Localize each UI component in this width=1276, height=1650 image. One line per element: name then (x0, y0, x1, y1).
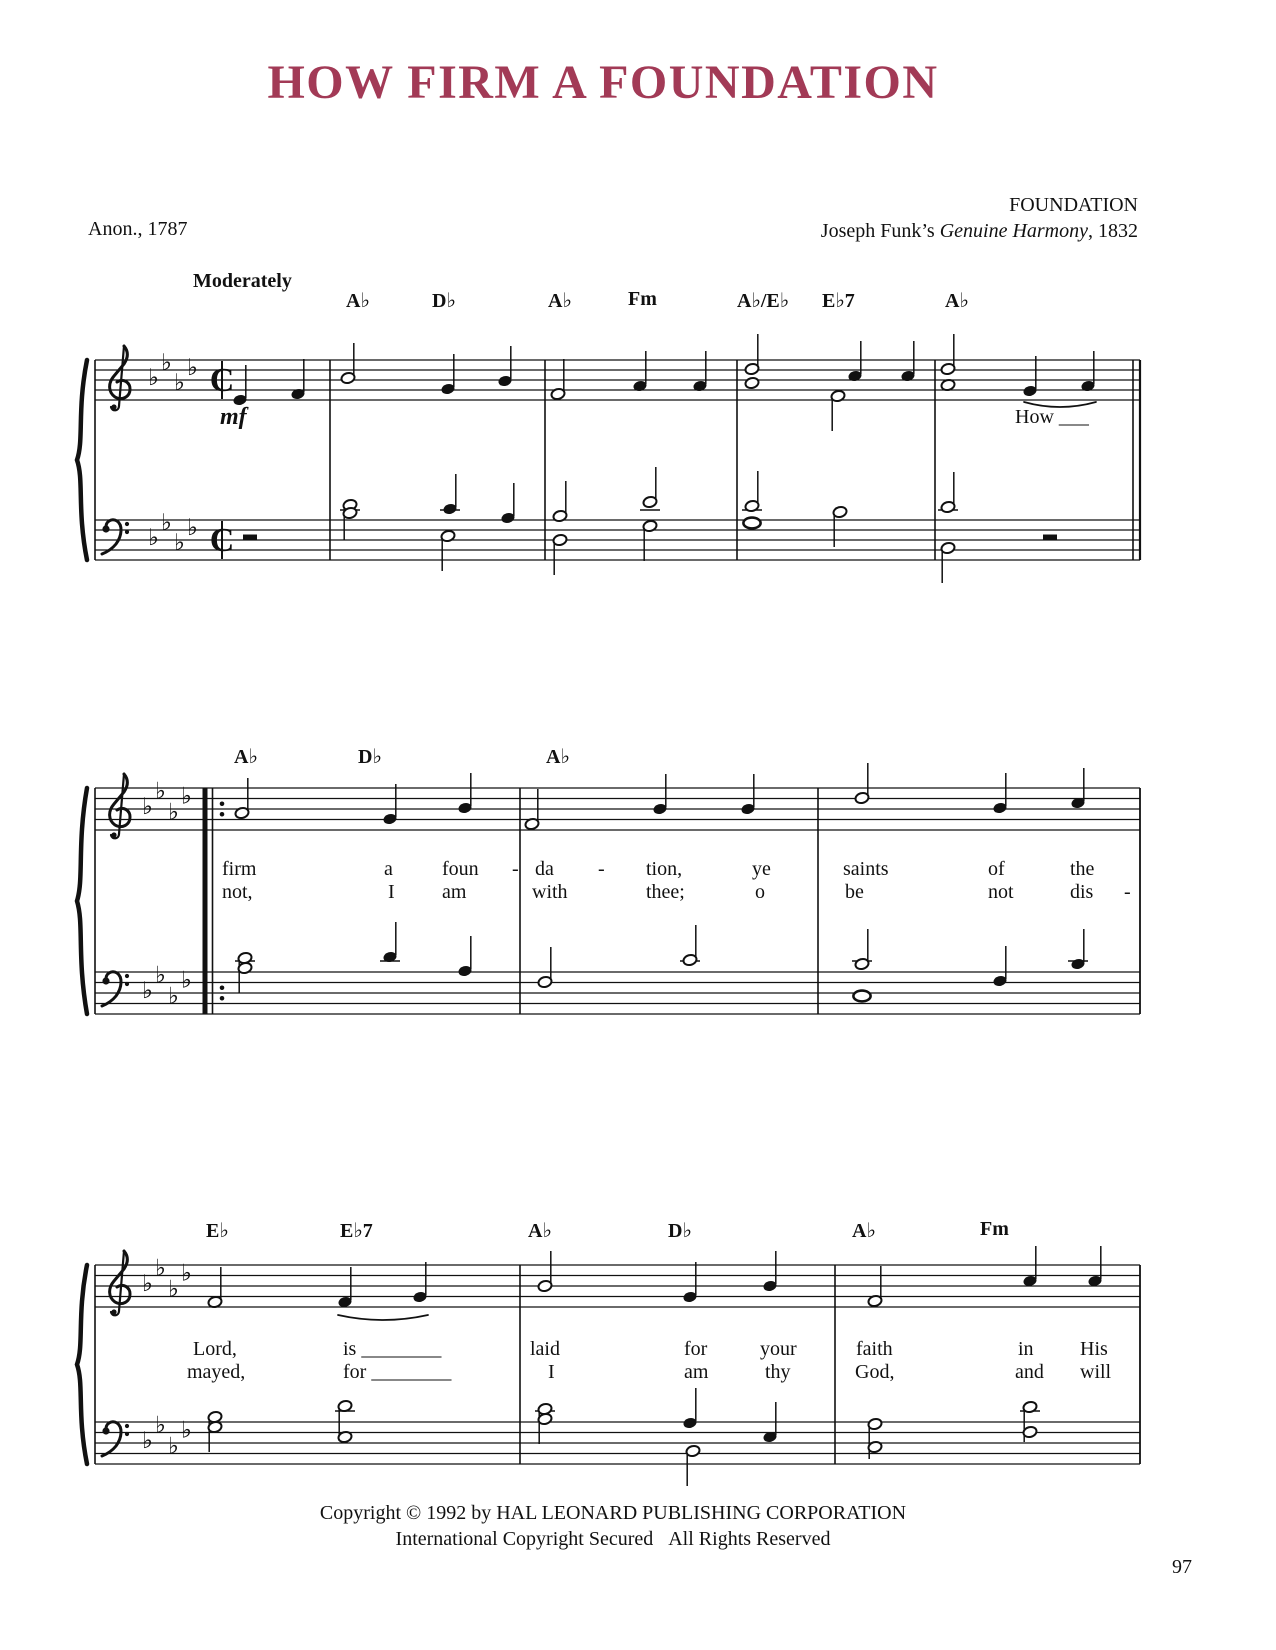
svg-text:♭: ♭ (155, 962, 166, 989)
lyric-syllable: faith (856, 1338, 893, 1360)
svg-text:♭: ♭ (142, 794, 153, 820)
svg-text:♭: ♭ (155, 1255, 166, 1282)
svg-text:♭: ♭ (187, 355, 198, 381)
svg-text:♭: ♭ (174, 370, 185, 396)
chord-symbol: D♭ (432, 290, 456, 312)
chord-symbol: A♭ (528, 1220, 552, 1242)
copyright-notice (0, 1500, 1226, 1552)
chord-symbol: Fm (628, 288, 657, 310)
svg-text:♭: ♭ (181, 1417, 192, 1444)
lyric-syllable: with (532, 881, 568, 903)
svg-text:♭: ♭ (148, 525, 159, 551)
chord-symbol: E♭7 (340, 1220, 373, 1242)
lyric-syllable: How ___ (1015, 406, 1089, 428)
lyric-syllable: God, (855, 1361, 895, 1383)
copyright-line-1: Copyright © 1992 by HAL LEONARD PUBLISHING CORPORATION (319, 1502, 907, 1524)
lyric-syllable: is ________ (343, 1338, 442, 1360)
lyric-syllable: of (988, 858, 1005, 880)
svg-text:♭: ♭ (187, 515, 198, 541)
lyric-syllable: dis (1070, 881, 1094, 903)
chord-symbol: A♭ (346, 290, 370, 312)
lyric-syllable: will (1080, 1361, 1112, 1383)
lyric-syllable: ye (752, 858, 771, 880)
lyric-syllable: foun (442, 858, 479, 880)
author-attribution: Anon., 1787 (88, 218, 188, 240)
lyric-syllable: be (845, 881, 864, 903)
source-attribution: Joseph Funk’s Genuine Harmony, 1832 (820, 220, 1138, 242)
chord-symbol: A♭ (852, 1220, 876, 1242)
lyric-syllable: firm (222, 858, 257, 880)
svg-text:♭: ♭ (168, 799, 179, 826)
chord-symbol: E♭ (206, 1220, 229, 1242)
lyric-syllable: in (1018, 1338, 1034, 1360)
lyric-syllable: o (755, 881, 765, 903)
chord-symbol: D♭ (668, 1220, 692, 1242)
lyric-syllable: laid (530, 1338, 560, 1360)
lyric-syllable: - (598, 858, 605, 880)
lyric-syllable: Lord, (193, 1338, 237, 1360)
page-title: HOW FIRM A FOUNDATION (267, 56, 939, 109)
svg-text:♭: ♭ (168, 1276, 179, 1303)
lyric-syllable: a (384, 858, 393, 880)
chord-symbol: A♭ (945, 290, 969, 312)
svg-text:♭: ♭ (142, 978, 153, 1004)
lyric-syllable: - (512, 858, 519, 880)
tempo-marking: Moderately (193, 270, 292, 292)
svg-text:♭: ♭ (181, 783, 192, 810)
chord-symbol: Fm (980, 1218, 1009, 1240)
lyric-syllable: I (388, 881, 395, 903)
chord-symbol: E♭7 (822, 290, 855, 312)
page-number: 97 (1172, 1556, 1192, 1578)
lyric-syllable: not, (222, 881, 253, 903)
chord-symbol: A♭ (548, 290, 572, 312)
svg-text:♭: ♭ (142, 1271, 153, 1297)
lyric-syllable: tion, (646, 858, 683, 880)
lyric-syllable: His (1080, 1338, 1108, 1360)
svg-text:♭: ♭ (168, 983, 179, 1010)
chord-symbol: A♭/E♭ (737, 290, 790, 312)
svg-text:♭: ♭ (155, 1412, 166, 1439)
svg-text:♭: ♭ (181, 967, 192, 994)
lyric-syllable: for ________ (343, 1361, 452, 1383)
lyric-syllable: mayed, (187, 1361, 246, 1383)
svg-text:♭: ♭ (161, 510, 172, 536)
chord-symbol: A♭ (546, 746, 570, 768)
svg-text:♭: ♭ (168, 1433, 179, 1460)
chord-symbol: A♭ (234, 746, 258, 768)
lyric-syllable: thy (765, 1361, 791, 1383)
lyric-syllable: thee; (646, 881, 685, 903)
svg-text:C: C (209, 362, 235, 399)
tune-name: FOUNDATION (1009, 194, 1138, 216)
svg-text:♭: ♭ (181, 1260, 192, 1287)
lyric-syllable: for (684, 1338, 708, 1360)
svg-text:♭: ♭ (174, 530, 185, 556)
svg-text:♭: ♭ (148, 365, 159, 391)
lyric-syllable: not (988, 881, 1014, 903)
system-1 (77, 334, 1140, 583)
copyright-line-2: International Copyright Secured All Rights Reserved (395, 1528, 831, 1550)
lyric-syllable: I (548, 1361, 555, 1383)
lyric-syllable: saints (843, 858, 889, 880)
lyric-syllable: da (535, 858, 554, 880)
dynamic-marking: mf (220, 404, 247, 430)
chord-symbol: D♭ (358, 746, 382, 768)
lyric-syllable: your (760, 1338, 797, 1360)
svg-text:C: C (209, 522, 235, 559)
lyric-syllable: the (1070, 858, 1095, 880)
lyric-syllable: am (684, 1361, 709, 1383)
svg-text:♭: ♭ (161, 350, 172, 376)
lyric-syllable: am (442, 881, 467, 903)
svg-text:♭: ♭ (142, 1428, 153, 1454)
svg-text:♭: ♭ (155, 778, 166, 805)
lyric-syllable: - (1124, 881, 1131, 903)
lyric-syllable: and (1015, 1361, 1044, 1383)
